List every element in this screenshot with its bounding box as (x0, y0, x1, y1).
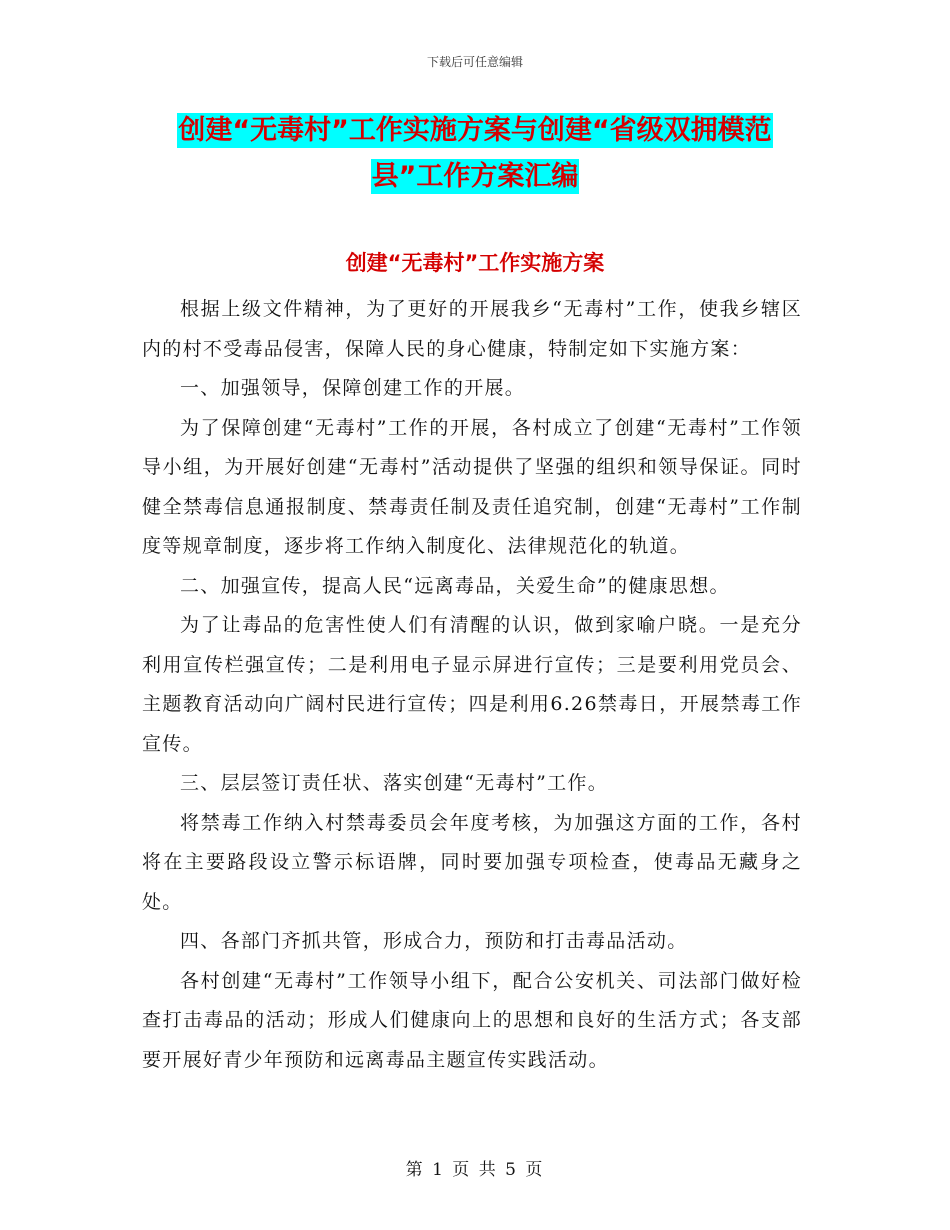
paragraph: 为了保障创建“无毒村”工作的开展，各村成立了创建“无毒村”工作领导小组，为开展好创建“无毒村”活动提供了坚强的组织和领导保证。同时健全禁毒信息通报制度、禁毒责任制及责任追究制，创建“无毒村”工作制度等规章制度，逐步将工作纳入制度化、法律规范化的轨道。 (142, 416, 802, 557)
paragraph: 各村创建“无毒村”工作领导小组下，配合公安机关、司法部门做好检查打击毒品的活动；形成人们健康向上的思想和良好的生活方式；各支部要开展好青少年预防和远离毒品主题宣传实践活动。 (142, 969, 802, 1071)
paragraph: 一、加强领导，保障创建工作的开展。 (180, 377, 526, 399)
header-note: 下载后可任意编辑 (426, 55, 523, 69)
title-line-1: 创建“无毒村”工作实施方案与创建“省级双拥模范 (178, 115, 772, 146)
paragraph: 四、各部门齐抓共管，形成合力，预防和打击毒品活动。 (180, 930, 688, 952)
title-line-2: 县”工作方案汇编 (371, 161, 579, 192)
paragraph: 将禁毒工作纳入村禁毒委员会年度考核，为加强这方面的工作，各村将在主要路段设立警示标语牌，同时要加强专项检查，使毒品无藏身之处。 (142, 811, 802, 913)
document-title (0, 108, 950, 200)
paragraph: 三、层层签订责任状、落实创建“无毒村”工作。 (180, 772, 609, 794)
paragraph: 二、加强宣传，提高人民“远离毒品，关爱生命”的健康思想。 (180, 574, 730, 597)
section-title: 创建“无毒村”工作实施方案 (345, 251, 605, 275)
page-footer: 第 1 页 共 5 页 (405, 1160, 545, 1180)
paragraph: 根据上级文件精神，为了更好的开展我乡“无毒村”工作，使我乡辖区内的村不受毒品侵害，保障人民的身心健康，特制定如下实施方案： (142, 298, 802, 360)
paragraph: 为了让毒品的危害性使人们有清醒的认识，做到家喻户晓。一是充分利用宣传栏强宣传；二是利用电子显示屏进行宣传；三是要利用党员会、主题教育活动向广阔村民进行宣传；四是利用6.26禁毒日，开展禁毒工作宣传。 (142, 614, 802, 755)
document-body (142, 290, 802, 1080)
